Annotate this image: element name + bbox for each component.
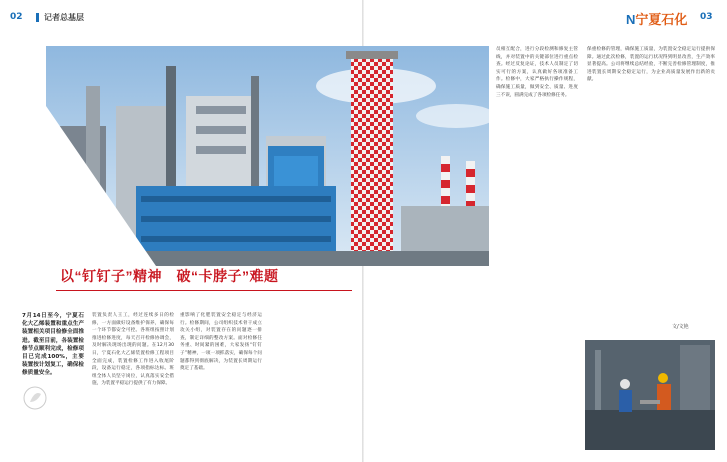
- workers-photo-image: [585, 340, 715, 450]
- title-underline: [56, 290, 352, 291]
- left-page-number: 02: [10, 12, 23, 22]
- article-title: 以“钉钉子”精神 破“卡脖子”难题: [60, 268, 279, 284]
- article-column-1: 装置负责人王工，经过连续多日的检修，一方面做好设备维护保养，确保每一个环节都安全可控。各班组按照计划推进检修进度，每天召开检修协调会，及时解决现场出现的问题。在12月30日，宁夏石化大乙烯装置检修工程项目全面完成，装置检修工作进入收尾阶段，设备运行稳定，各项指标达标。班组全体人员坚守岗位，认真落实安全措施，为装置平稳运行提供了有力保障。: [92, 313, 174, 387]
- header-accent-bar: [36, 13, 39, 22]
- refinery-photo-image: [46, 46, 489, 266]
- refinery-photo: [46, 46, 489, 266]
- article-column-4: 保重检修的管理，确保施工质量，为装置安全稳定运行提供保障。通过此次检修，装置的运行状况得到明显改善，生产效率显著提高。公司将继续总结经验，不断完善检修管理制度，推进装置长周期安全稳定运行，为企业高质量发展作出新的贡献。: [587, 47, 715, 83]
- magazine-logo-text: 宁夏石化: [635, 12, 688, 27]
- magazine-logo: [626, 9, 687, 28]
- column-title: 记者总基层: [44, 13, 84, 22]
- article-column-3: 员相互配合，进行分段检测和修复主管线，并对装置中的关键部位进行重点检查。经过反复论证，技术人员制定了切实可行的方案，认真做好各项准备工作。检修中，大家严格执行操作规程，确保施工质量，做到安全、质量、进度三不误，圆满完成了各项检修任务。: [496, 47, 578, 98]
- article-lead: 7月14日至今，宁夏石化大乙烯装置和重点生产装置相关项目检修全面推进。截至目前，各装置检修节点顺利完成，检修项目已完成100%，主要装置按计划复工，确保检修质量安全。: [22, 313, 84, 377]
- workers-photo: [585, 340, 715, 450]
- right-page-number: 03: [700, 12, 713, 22]
- article-byline: 文/文艳: [672, 324, 689, 330]
- decorative-leaf-icon: [22, 385, 48, 411]
- article-column-2: 重影响了化肥装置安全稳定与经济运行。检修期间，公司组织技术骨干成立攻关小组，对装置存在的问题逐一排查，制定详细的整改方案。面对检修任务重、时间紧的困难，大家发扬“钉钉子”精神，一项一项抓落实，确保每个问题都得到彻底解决，为装置长周期运行奠定了基础。: [180, 313, 262, 372]
- magazine-logo-prefix: N: [626, 12, 636, 27]
